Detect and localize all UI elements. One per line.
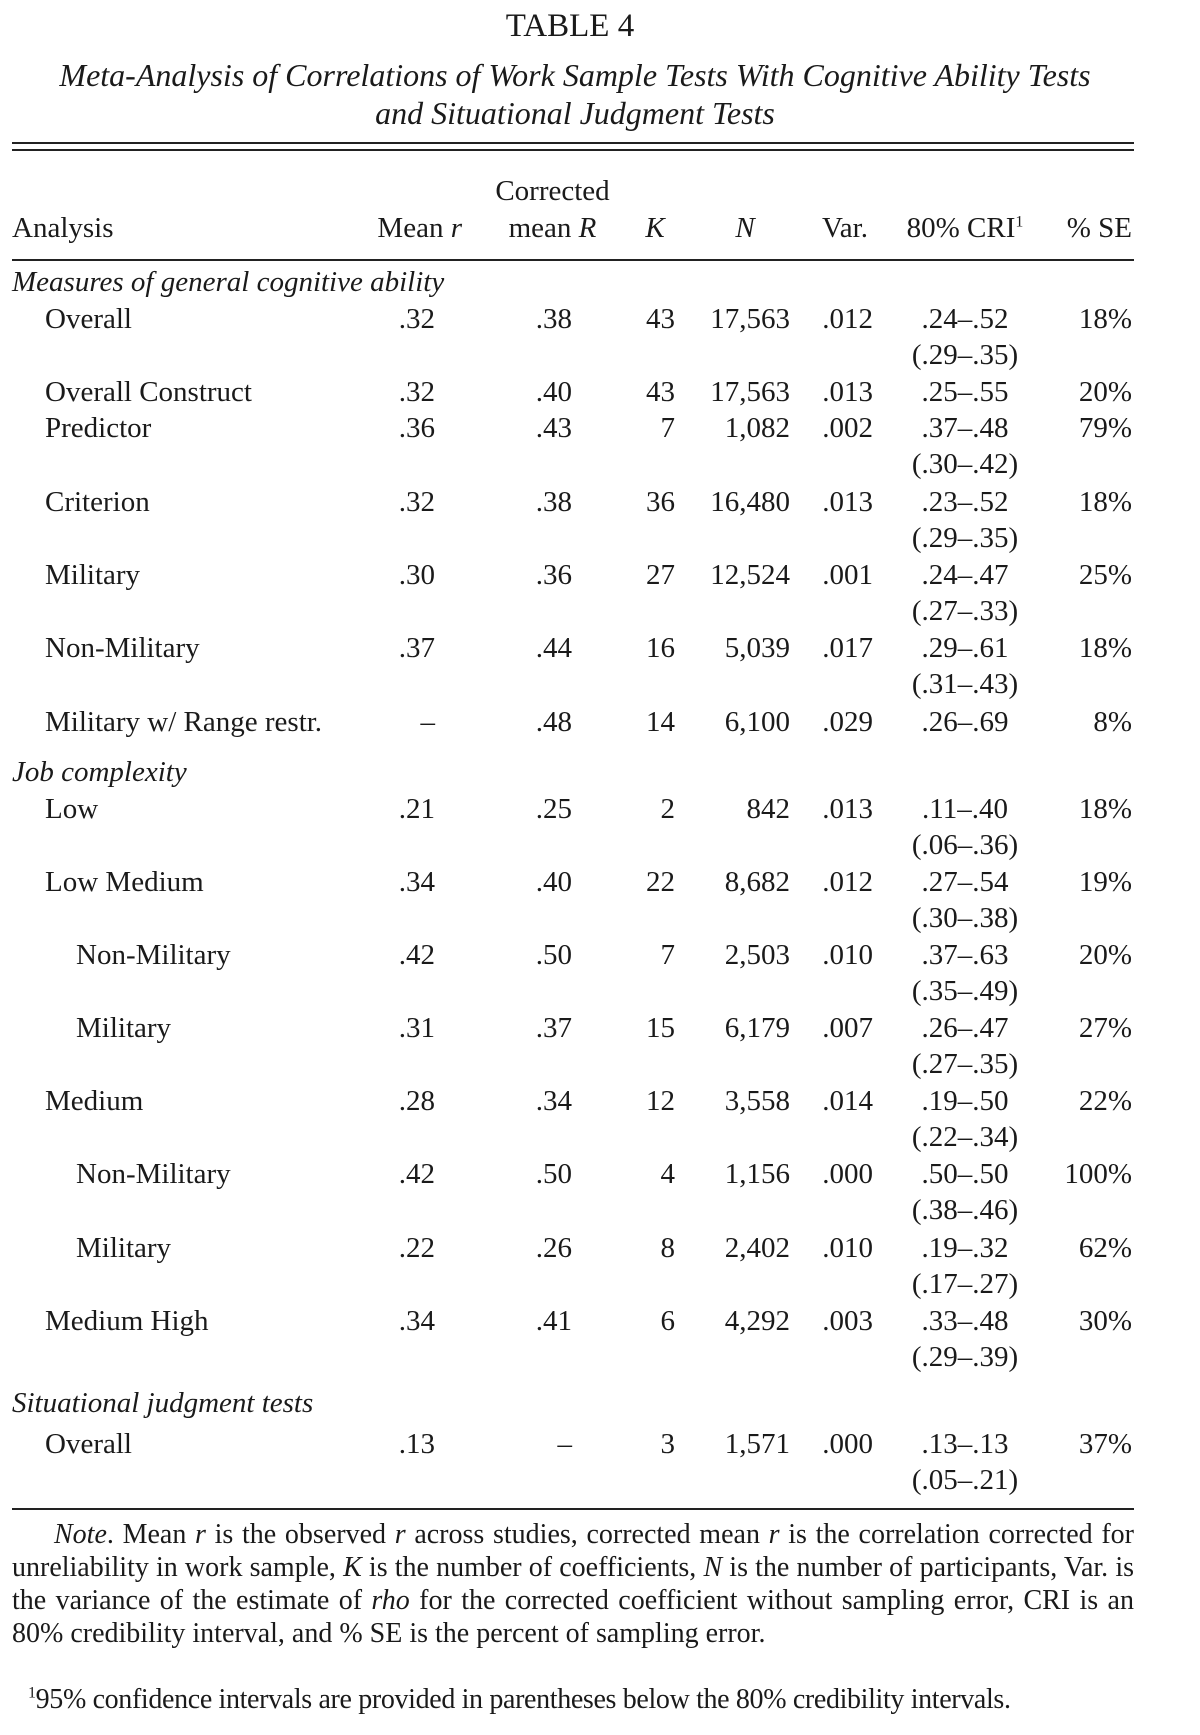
cell-var: .000 xyxy=(822,1428,873,1460)
header-corrected-mean-r: mean R xyxy=(508,212,597,244)
cell-var: .001 xyxy=(822,559,873,591)
cell-ci: (.17–.27) xyxy=(911,1268,1019,1300)
cell-k: 43 xyxy=(646,303,675,335)
table-title: TABLE 4 xyxy=(505,8,635,44)
cell-ci: (.06–.36) xyxy=(911,829,1019,861)
row-label: Military w/ Range restr. xyxy=(45,706,323,738)
cell-ci: (.38–.46) xyxy=(911,1194,1019,1226)
cell-cri: .33–.48 xyxy=(921,1305,1009,1337)
top-rule-2 xyxy=(12,149,1134,151)
cell-corr: .50 xyxy=(535,939,572,971)
cell-mean: .22 xyxy=(398,1232,435,1264)
cell-corr: .36 xyxy=(535,559,572,591)
cell-se: 62% xyxy=(1078,1232,1132,1264)
cell-corr: .50 xyxy=(535,1158,572,1190)
cell-cri: .19–.32 xyxy=(921,1232,1009,1264)
cell-ci: (.29–.35) xyxy=(911,339,1019,371)
cell-se: 18% xyxy=(1078,486,1132,518)
cell-corr: .48 xyxy=(535,706,572,738)
cell-k: 36 xyxy=(646,486,675,518)
row-label: Predictor xyxy=(45,412,152,444)
cell-var: .012 xyxy=(822,303,873,335)
cell-cri: .26–.47 xyxy=(921,1012,1009,1044)
cell-corr: .40 xyxy=(535,866,572,898)
cell-corr: .40 xyxy=(535,376,572,408)
header-se: % SE xyxy=(1066,212,1132,244)
header-n: N xyxy=(735,212,755,244)
row-label: Military xyxy=(76,1012,172,1044)
row-label: Medium High xyxy=(45,1305,209,1337)
cell-ci: (.22–.34) xyxy=(911,1121,1019,1153)
cell-ci: (.05–.21) xyxy=(911,1464,1019,1496)
cell-ci: (.35–.49) xyxy=(911,975,1019,1007)
row-label: Non-Military xyxy=(76,939,231,971)
cell-var: .029 xyxy=(822,706,873,738)
cell-cri: .29–.61 xyxy=(921,632,1009,664)
section-cognitive: Measures of general cognitive ability xyxy=(12,266,445,298)
cell-se: 100% xyxy=(1064,1158,1132,1190)
cell-mean: .36 xyxy=(398,412,435,444)
cell-cri: .25–.55 xyxy=(921,376,1009,408)
cell-cri: .24–.52 xyxy=(921,303,1009,335)
cell-mean: .34 xyxy=(398,1305,435,1337)
cell-n: 16,480 xyxy=(710,486,790,518)
cell-n: 2,503 xyxy=(724,939,790,971)
cell-se: 19% xyxy=(1078,866,1132,898)
table-note: Note. Mean r is the observed r across studies, corrected mean r is the correlation corrected for unreliability in work sample, K is the number of coefficients, N is the number of participants, Var. is the variance of the estimate of rho for the corrected coefficient without sampling error, CRI is an 80% credibility interval, and % SE is the percent of sampling error. xyxy=(12,1519,1134,1649)
cell-n: 1,156 xyxy=(724,1158,790,1190)
cell-mean: .28 xyxy=(398,1085,435,1117)
cell-ci: (.27–.35) xyxy=(911,1048,1019,1080)
cell-n: 5,039 xyxy=(724,632,790,664)
top-rule-1 xyxy=(12,142,1134,144)
cell-n: 17,563 xyxy=(710,303,790,335)
cell-cri: .24–.47 xyxy=(921,559,1009,591)
cell-ci: (.30–.42) xyxy=(911,448,1019,480)
cell-cri: .11–.40 xyxy=(922,793,1008,825)
cell-ci: (.30–.38) xyxy=(911,902,1019,934)
cell-corr: .25 xyxy=(535,793,572,825)
cell-n: 1,082 xyxy=(724,412,790,444)
cell-var: .002 xyxy=(822,412,873,444)
cell-corr: .43 xyxy=(535,412,572,444)
table-subtitle xyxy=(10,56,1140,132)
cell-n: 12,524 xyxy=(710,559,790,591)
cell-cri: .37–.63 xyxy=(921,939,1009,971)
cell-corr: .41 xyxy=(535,1305,572,1337)
cell-mean: .42 xyxy=(398,939,435,971)
cell-var: .013 xyxy=(822,793,873,825)
cell-var: .010 xyxy=(822,1232,873,1264)
cell-k: 22 xyxy=(646,866,675,898)
cell-corr: .38 xyxy=(535,486,572,518)
cell-corr: .38 xyxy=(535,303,572,335)
cell-cri: .23–.52 xyxy=(921,486,1009,518)
cell-cri: .27–.54 xyxy=(921,866,1009,898)
cell-k: 16 xyxy=(646,632,675,664)
cell-k: 4 xyxy=(660,1158,675,1190)
cell-se: 18% xyxy=(1078,303,1132,335)
header-var: Var. xyxy=(822,212,868,244)
row-label: Non-Military xyxy=(76,1158,231,1190)
row-label: Low xyxy=(45,793,99,825)
cell-se: 37% xyxy=(1078,1428,1132,1460)
cell-se: 8% xyxy=(1093,706,1132,738)
cell-n: 6,100 xyxy=(724,706,790,738)
cell-se: 20% xyxy=(1078,939,1132,971)
header-analysis: Analysis xyxy=(12,212,114,244)
row-label: Overall xyxy=(45,303,132,335)
cell-se: 79% xyxy=(1078,412,1132,444)
row-label: Military xyxy=(76,1232,172,1264)
cell-k: 7 xyxy=(660,939,675,971)
cell-se: 20% xyxy=(1078,376,1132,408)
header-mean-r: Mean r xyxy=(377,212,462,244)
cell-cri: .26–.69 xyxy=(921,706,1009,738)
cell-mean: .37 xyxy=(398,632,435,664)
cell-corr: .34 xyxy=(535,1085,572,1117)
header-corrected-top: Corrected xyxy=(495,175,610,207)
cell-var: .017 xyxy=(822,632,873,664)
cell-var: .013 xyxy=(822,376,873,408)
cell-k: 7 xyxy=(660,412,675,444)
row-label: Non-Military xyxy=(45,632,200,664)
cell-n: 3,558 xyxy=(724,1085,790,1117)
cell-cri: .50–.50 xyxy=(921,1158,1009,1190)
cell-ci: (.29–.39) xyxy=(911,1341,1019,1373)
cell-ci: (.31–.43) xyxy=(911,668,1019,700)
cell-corr: .37 xyxy=(535,1012,572,1044)
section-complexity: Job complexity xyxy=(12,756,187,788)
cell-mean: .34 xyxy=(398,866,435,898)
cell-k: 27 xyxy=(646,559,675,591)
header-k: K xyxy=(645,212,665,244)
cell-se: 18% xyxy=(1078,793,1132,825)
cell-var: .007 xyxy=(822,1012,873,1044)
row-label: Overall Construct xyxy=(45,376,252,408)
cell-mean: – xyxy=(420,706,435,738)
cell-corr: .44 xyxy=(535,632,572,664)
cell-ci: (.29–.35) xyxy=(911,522,1019,554)
cell-corr: .26 xyxy=(535,1232,572,1264)
row-label: Criterion xyxy=(45,486,150,518)
cell-mean: .32 xyxy=(398,486,435,518)
cell-corr: – xyxy=(557,1428,572,1460)
cell-mean: .30 xyxy=(398,559,435,591)
cell-k: 8 xyxy=(660,1232,675,1264)
cell-mean: .21 xyxy=(398,793,435,825)
cell-k: 6 xyxy=(660,1305,675,1337)
section-sjt: Situational judgment tests xyxy=(12,1387,314,1419)
cell-var: .014 xyxy=(822,1085,873,1117)
cell-mean: .32 xyxy=(398,376,435,408)
cell-cri: .19–.50 xyxy=(921,1085,1009,1117)
cell-mean: .31 xyxy=(398,1012,435,1044)
cell-var: .010 xyxy=(822,939,873,971)
cell-n: 2,402 xyxy=(724,1232,790,1264)
cell-n: 4,292 xyxy=(724,1305,790,1337)
cell-n: 17,563 xyxy=(710,376,790,408)
cell-n: 8,682 xyxy=(724,866,790,898)
row-label: Medium xyxy=(45,1085,144,1117)
cell-var: .003 xyxy=(822,1305,873,1337)
cell-var: .012 xyxy=(822,866,873,898)
cell-se: 25% xyxy=(1078,559,1132,591)
cell-cri: .13–.13 xyxy=(921,1428,1009,1460)
cell-ci: (.27–.33) xyxy=(911,595,1019,627)
cell-var: .013 xyxy=(822,486,873,518)
cell-k: 15 xyxy=(646,1012,675,1044)
table-footnote: $^1$95% confidence intervals are provided in parentheses below the 80% credibility intervals. xyxy=(28,1684,1011,1715)
cell-se: 30% xyxy=(1078,1305,1132,1337)
row-label: Overall xyxy=(45,1428,132,1460)
subtitle-line-1: Meta-Analysis of Correlations of Work Sample Tests With Cognitive Ability Tests xyxy=(59,57,1091,93)
header-rule xyxy=(12,259,1134,261)
row-label: Low Medium xyxy=(45,866,204,898)
cell-n: 6,179 xyxy=(724,1012,790,1044)
cell-se: 18% xyxy=(1078,632,1132,664)
cell-k: 3 xyxy=(660,1428,675,1460)
bottom-rule xyxy=(12,1508,1134,1510)
row-label: Military xyxy=(45,559,141,591)
cell-k: 12 xyxy=(646,1085,675,1117)
cell-se: 22% xyxy=(1078,1085,1132,1117)
cell-mean: .42 xyxy=(398,1158,435,1190)
cell-se: 27% xyxy=(1078,1012,1132,1044)
cell-k: 14 xyxy=(646,706,675,738)
subtitle-line-2: and Situational Judgment Tests xyxy=(375,95,775,131)
header-cri: 80% CRI$^1$ xyxy=(906,212,1024,244)
cell-cri: .37–.48 xyxy=(921,412,1009,444)
cell-mean: .13 xyxy=(398,1428,435,1460)
cell-n: 1,571 xyxy=(724,1428,790,1460)
cell-var: .000 xyxy=(822,1158,873,1190)
cell-k: 43 xyxy=(646,376,675,408)
cell-mean: .32 xyxy=(398,303,435,335)
cell-k: 2 xyxy=(660,793,675,825)
cell-n: 842 xyxy=(746,793,790,825)
